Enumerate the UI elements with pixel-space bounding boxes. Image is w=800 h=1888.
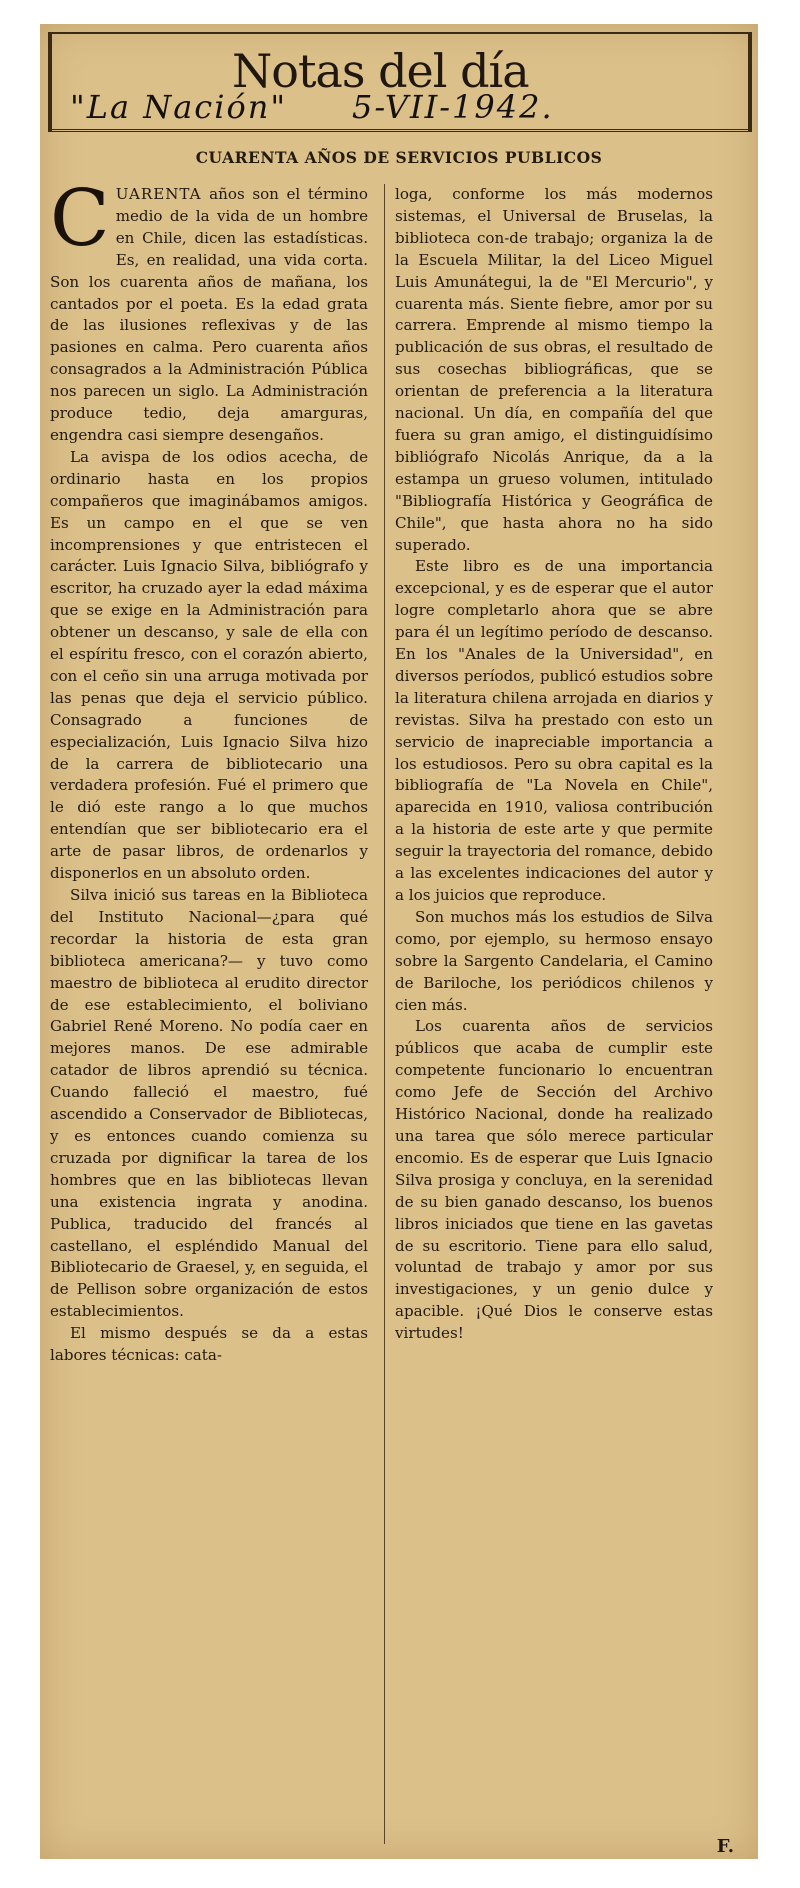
paragraph: La avispa de los odios acecha, de ordinario hasta en los propios compañeros que imaginábamos amigos. Es un campo en el que se ven incomprensiones y que entristecen el carácter. Luis Ignacio Silva, bibliógrafo y escritor, ha cruzado ayer la edad máxima que se exige en la Administración para obtener un descanso, y sale de ella con el espíritu fresco, con el corazón abierto, con el ceño sin una arruga motivada por las penas que deja el servicio público. Consagrado a funciones de especialización, Luis Ignacio Silva hizo de la carrera de bibliotecario una verdadera profesión. Fué el primero que le dió este rango a lo que muchos entendían que ser bibliotecario era el arte de pasar libros, de ordenarlos y disponerlos en un absoluto orden. xyxy=(50,447,368,883)
column-title: Notas del día xyxy=(232,44,529,98)
paragraph-text: años son el término medio de la vida de un hombre en Chile, dicen las estadísticas. Es, en realidad, una vida corta. Son los cuarenta años de mañana, los cantados por el poeta. Es la edad grata de las ilusiones reflexivas y de las pasiones en calma. Pero cuarenta años consagrados a la Administración Pública nos parecen un siglo. La Administración produce tedio, deja amarguras, engendra casi siempre desengaños. xyxy=(50,185,368,444)
article-column-left xyxy=(50,174,368,1367)
article-column-right xyxy=(395,184,713,1345)
drop-cap: C xyxy=(50,174,110,264)
masthead xyxy=(48,32,752,132)
paragraph xyxy=(50,174,368,447)
paragraph: loga, conforme los más modernos sistemas, el Universal de Bruselas, la biblioteca con-de trabajo; organiza la de la Escuela Militar, la del Liceo Miguel Luis Amunátegui, la de "El Mercurio", y cuarenta más. Siente fiebre, amor por su carrera. Emprende al mismo tiempo la publicación de sus obras, el resultado de sus cosechas bibliográficas, que se orientan de preferencia a la literatura nacional. Un día, en compañía del que fuera su gran amigo, el distinguidísimo bibliógrafo Nicolás Anrique, da a la estampa un grueso volumen, intitulado "Bibliografía Histórica y Geográfica de Chile", que hasta ahora no ha sido superado. xyxy=(395,185,713,554)
paragraph: Silva inició sus tareas en la Biblioteca del Instituto Nacional—¿para qué recordar la historia de esta gran biblioteca americana?— y tuvo como maestro de biblioteca al erudito director de ese establecimiento, el boliviano Gabriel René Moreno. No podía caer en mejores manos. De ese admirable catador de libros aprendió su técnica. Cuando falleció el maestro, fué ascendido a Conservador de Bibliotecas, y es entonces cuando comienza su cruzada por dignificar la tarea de los hombres que en las bibliotecas llevan una existencia ingrata y anodina. Publica, traducido del francés al castellano, el espléndido Manual del Bibliotecario de Graesel, y, en seguida, el de Pellison sobre organización de estos establecimientos. xyxy=(50,886,368,1321)
paragraph: Los cuarenta años de servicios públicos que acaba de cumplir este competente funcionario lo encuentran como Jefe de Sección del Archivo Histórico Nacional, donde ha realizado una tarea que sólo merece particular encomio. Es de esperar que Luis Ignacio Silva prosiga y concluya, en la serenidad de su bien ganado descanso, los buenos libros iniciados que tiene en las gavetas de su escritorio. Tiene para ello salud, voluntad de trabajo y amor por sus investigaciones, y un genio dulce y apacible. ¡Qué Dios le conserve estas virtudes! xyxy=(395,1017,713,1343)
masthead-top-rule xyxy=(52,32,748,34)
newspaper-clipping xyxy=(40,24,758,1859)
first-word: UARENTA xyxy=(115,185,202,203)
paragraph: Este libro es de una importancia excepcional, y es de esperar que el autor logre completarlo ahora que se abre para él un legítimo período de descanso. En los "Anales de la Universidad", en diversos períodos, publicó estudios sobre la literatura chilena arrojada en diarios y revistas. Silva ha prestado con esto un servicio de inapreciable importancia a los estudiosos. Pero su obra capital es la bibliografía de "La Novela en Chile", aparecida en 1910, valiosa contribución a la historia de este arte y que permite seguir la trayectoria del romance, debido a las excelentes indicaciones del autor y a los juicios que reproduce. xyxy=(395,557,713,904)
masthead-bottom-rule xyxy=(52,129,748,132)
handwritten-date: 5-VII-1942. xyxy=(352,88,554,126)
column-divider xyxy=(384,184,385,1844)
author-initial: F. xyxy=(716,1836,734,1857)
paragraph: El mismo después se da a estas labores técnicas: cata- xyxy=(50,1324,368,1365)
paragraph: Son muchos más los estudios de Silva como, por ejemplo, su hermoso ensayo sobre la Sargento Candelaria, el Camino de Bariloche, los periódicos chilenos y cien más. xyxy=(395,907,713,1014)
handwritten-source: "La Nación" xyxy=(70,88,288,126)
article-headline: CUARENTA AÑOS DE SERVICIOS PUBLICOS xyxy=(195,148,603,167)
